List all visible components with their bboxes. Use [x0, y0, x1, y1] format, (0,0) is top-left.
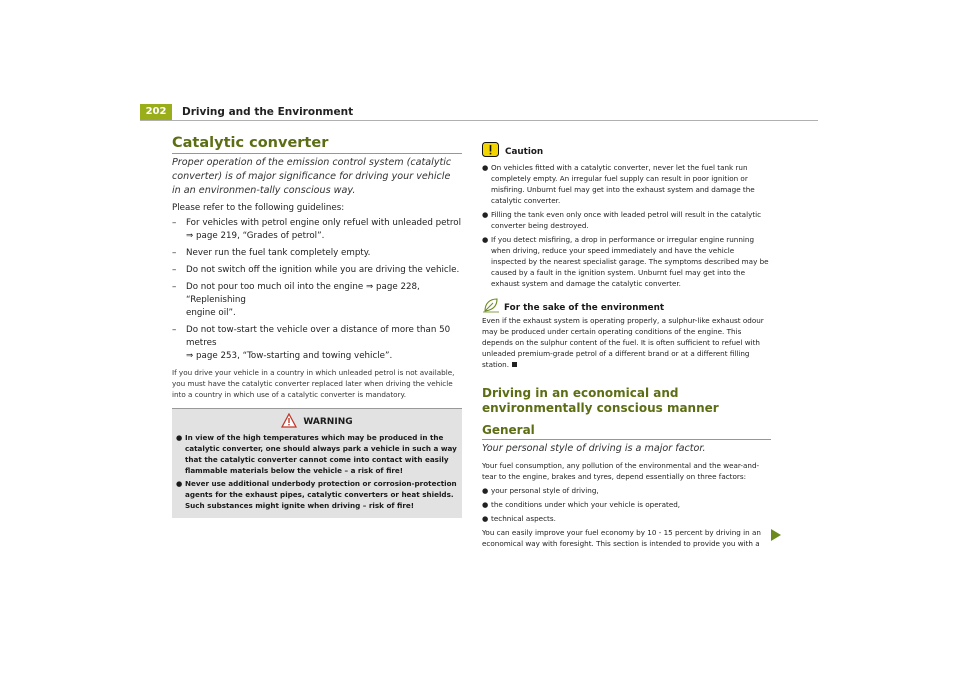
environment-title: For the sake of the environment: [504, 303, 665, 313]
caution-icon: [482, 142, 499, 157]
caution-item: ● On vehicles fitted with a catalytic converter, never let the fuel tank run completely empty. An irregular fuel supply can result in poor ignition or misfiring. Unburnt fuel may get into the exhaust system and damage the catalytic converter.: [482, 163, 755, 205]
next-page-arrow-icon[interactable]: [770, 528, 782, 542]
warning-triangle-icon: [281, 413, 297, 428]
page-reference-link[interactable]: ⇒ page 219, “Grades of petrol”.: [186, 231, 325, 241]
page-reference-link[interactable]: ⇒ page 253, “Tow-starting and towing vehicle”.: [186, 351, 393, 361]
subsection-title-general: General: [482, 422, 771, 440]
guidelines-list: [172, 217, 462, 363]
section-title-catalytic-converter: Catalytic converter: [172, 134, 462, 154]
left-column: [172, 134, 462, 518]
caution-title: Caution: [505, 147, 544, 157]
page-number: 202: [140, 104, 172, 120]
factor-item: ● your personal style of driving,: [482, 486, 599, 495]
section-title-economical-driving: Driving in an economical and environmentally conscious manner: [482, 386, 719, 415]
header-rule: [140, 120, 818, 121]
warning-item: ● In view of the high temperatures which may be produced in the catalytic converter, one should always park a vehicle in such a way that the catalytic converter cannot come into contact with easily flammable materials below the vehicle – a risk of fire!: [176, 433, 457, 475]
closing-paragraph: You can easily improve your fuel economy by 10 - 15 percent by driving in an economical way with foresight. This section is intended to provide you with a: [482, 528, 761, 548]
warning-title: WARNING: [303, 417, 353, 427]
end-of-section-mark: [512, 362, 517, 367]
general-intro: Your fuel consumption, any pollution of the environmental and the wear-and-tear to the engine, brakes and tyres, depend essentially on three factors:: [482, 461, 760, 481]
environment-text: Even if the exhaust system is operating properly, a sulphur-like exhaust odour may be produced under certain operating conditions of the engine. This depends on the sulphur content of the fuel. It is often sufficient to refuel with unleaded premium-grade petrol of a different brand or at a different filling station.: [482, 316, 764, 369]
list-item: – Do not pour too much oil into the engine ⇒ page 228, “Replenishing engine oil”.: [172, 282, 420, 318]
list-item: – For vehicles with petrol engine only refuel with unleaded petrol ⇒ page 219, “Grades of petrol”.: [172, 218, 462, 241]
warning-item: ● Never use additional underbody protection or corrosion-protection agents for the exhaust pipes, catalytic converters or heat shields. Such substances might ignite when driving – risk of fire!: [176, 479, 457, 510]
section-lead: Proper operation of the emission control system (catalytic converter) is of major significance for driving your vehicle in an environmen-tally conscious way.: [172, 157, 452, 196]
caution-item: ● If you detect misfiring, a drop in performance or irregular engine running when driving, reduce your speed immediately and have the vehicle inspected by the nearest specialist garage. The symptoms described may be caused by a fault in the ignition system. Unburnt fuel may get into the exhaust system and damage the catalytic converter.: [482, 235, 769, 288]
list-item: – Do not switch off the ignition while you are driving the vehicle.: [172, 265, 460, 275]
list-item: – Do not tow-start the vehicle over a distance of more than 50 metres ⇒ page 253, “Tow-starting and towing vehicle”.: [172, 325, 451, 361]
environment-leaf-icon: [482, 297, 500, 313]
warning-box: [172, 408, 462, 518]
running-title: Driving and the Environment: [182, 106, 354, 118]
guidelines-intro: Please refer to the following guidelines:: [172, 203, 345, 213]
factor-item: ● technical aspects.: [482, 514, 556, 523]
list-item: – Never run the fuel tank completely empty.: [172, 248, 371, 258]
general-lead: Your personal style of driving is a major factor.: [482, 443, 706, 454]
factor-item: ● the conditions under which your vehicle is operated,: [482, 500, 681, 509]
right-column: [482, 142, 771, 549]
caution-item: ● Filling the tank even only once with leaded petrol will result in the catalytic converter being destroyed.: [482, 210, 762, 230]
unleaded-note: If you drive your vehicle in a country in which unleaded petrol is not available, you must have the catalytic converter replaced later when driving the vehicle into a country in which use of a catalytic converter is mandatory.: [172, 368, 455, 399]
